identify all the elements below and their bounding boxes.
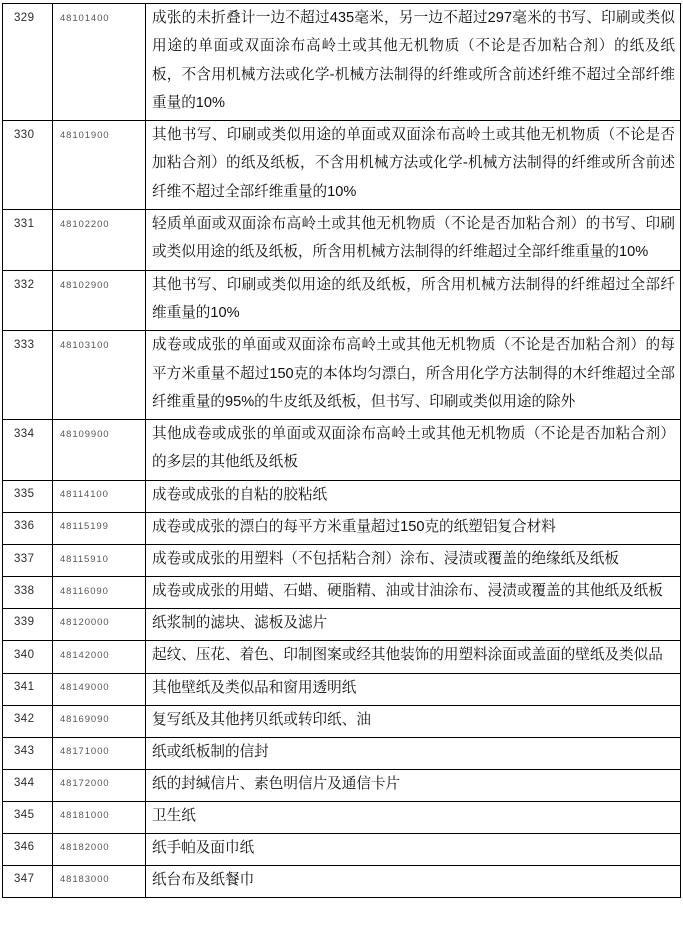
description-cell xyxy=(146,270,681,331)
description-cell xyxy=(146,737,681,769)
hs-code-value: 48101400 xyxy=(60,13,110,24)
description-value: 复写纸及其他拷贝纸或转印纸、油 xyxy=(152,711,371,728)
description-value: 其他书写、印刷或类似用途的单面或双面涂布高岭土或其他无机物质（不论是否加粘合剂）的纸及纸板，不含用机械方法或化学-机械方法制得的纤维或所含前述纤维不超过全部纤维重量的10% xyxy=(152,127,675,200)
row-index-value: 333 xyxy=(14,339,35,352)
row-index-cell xyxy=(3,420,53,481)
page-sheet xyxy=(0,3,683,942)
description-value: 起纹、压花、着色、印制图案或经其他装饰的用塑料涂面或盖面的壁纸及类似品 xyxy=(152,647,663,664)
hs-code-cell xyxy=(53,331,146,420)
hs-code-cell xyxy=(53,865,146,897)
description-cell xyxy=(146,512,681,544)
hs-code-value: 48120000 xyxy=(60,617,110,629)
hs-code-value: 48149000 xyxy=(60,681,110,693)
row-index-cell xyxy=(3,833,53,865)
description-value: 其他壁纸及类似品和窗用透明纸 xyxy=(152,679,357,696)
hs-code-cell xyxy=(53,270,146,331)
row-index-cell xyxy=(3,737,53,769)
description-cell xyxy=(146,609,681,641)
description-cell xyxy=(146,331,681,420)
description-cell xyxy=(146,4,681,121)
table-row[interactable] xyxy=(3,420,681,481)
row-index-cell xyxy=(3,270,53,331)
row-index-cell xyxy=(3,641,53,673)
description-value: 纸台布及纸餐巾 xyxy=(152,871,255,888)
hs-code-cell xyxy=(53,4,146,121)
table-row[interactable] xyxy=(3,4,681,121)
table-row[interactable] xyxy=(3,331,681,420)
table-row[interactable] xyxy=(3,705,681,737)
hs-code-value: 48103100 xyxy=(60,340,110,352)
row-index-value: 344 xyxy=(14,776,35,789)
hs-code-cell xyxy=(53,833,146,865)
row-index-cell xyxy=(3,673,53,705)
description-value: 纸浆制的滤块、滤板及滤片 xyxy=(152,615,328,632)
table-row[interactable] xyxy=(3,673,681,705)
hs-code-cell xyxy=(53,544,146,576)
description-cell xyxy=(146,833,681,865)
row-index-cell xyxy=(3,801,53,833)
row-index-value: 340 xyxy=(14,649,35,662)
row-index-value: 336 xyxy=(14,519,35,532)
row-index-value: 331 xyxy=(14,218,35,231)
description-cell xyxy=(146,480,681,512)
description-value: 纸手帕及面巾纸 xyxy=(152,839,255,856)
description-cell xyxy=(146,673,681,705)
table-row[interactable] xyxy=(3,609,681,641)
hs-code-value: 48114100 xyxy=(60,488,109,500)
row-index-value: 343 xyxy=(14,744,35,757)
hs-code-value: 48102200 xyxy=(60,219,110,231)
description-cell xyxy=(146,641,681,673)
row-index-value: 334 xyxy=(14,428,35,441)
hs-code-value: 48142000 xyxy=(60,650,110,662)
row-index-value: 341 xyxy=(14,680,35,693)
row-index-value: 337 xyxy=(14,552,35,565)
table-row[interactable] xyxy=(3,801,681,833)
hs-code-value: 48169090 xyxy=(60,713,110,725)
hs-code-cell xyxy=(53,210,146,271)
description-cell xyxy=(146,865,681,897)
hs-code-cell xyxy=(53,801,146,833)
description-cell xyxy=(146,210,681,271)
description-value: 纸的封缄信片、素色明信片及通信卡片 xyxy=(152,775,401,792)
hs-code-value: 48183000 xyxy=(60,873,110,885)
table-row[interactable] xyxy=(3,833,681,865)
description-cell xyxy=(146,705,681,737)
hs-code-value: 48116090 xyxy=(60,586,109,598)
row-index-cell xyxy=(3,577,53,609)
table-row[interactable] xyxy=(3,737,681,769)
hs-code-cell xyxy=(53,480,146,512)
row-index-value: 346 xyxy=(14,840,35,853)
row-index-cell xyxy=(3,4,53,121)
row-index-value: 330 xyxy=(14,129,35,142)
hs-code-cell xyxy=(53,737,146,769)
description-cell xyxy=(146,801,681,833)
description-value: 成卷或成张的用蜡、石蜡、硬脂精、油或甘油涂布、浸渍或覆盖的其他纸及纸板 xyxy=(152,583,663,600)
row-index-cell xyxy=(3,121,53,210)
hs-code-cell xyxy=(53,512,146,544)
hs-code-value: 48181000 xyxy=(60,809,110,821)
hs-code-value: 48115199 xyxy=(60,520,109,532)
description-cell xyxy=(146,544,681,576)
description-value: 卫生纸 xyxy=(152,807,196,824)
description-value: 其他成卷或成张的单面或双面涂布高岭土或其他无机物质（不论是否加粘合剂）的多层的其他纸及纸板 xyxy=(152,426,675,471)
hs-code-value: 48182000 xyxy=(60,841,110,853)
table-row[interactable] xyxy=(3,121,681,210)
hs-code-cell xyxy=(53,673,146,705)
hs-code-value: 48172000 xyxy=(60,777,110,789)
description-value: 成卷或成张的自粘的胶粘纸 xyxy=(152,486,328,503)
row-index-cell xyxy=(3,705,53,737)
description-cell xyxy=(146,420,681,481)
hs-code-value: 48102900 xyxy=(60,279,110,291)
table-row[interactable] xyxy=(3,641,681,673)
table-row[interactable] xyxy=(3,544,681,576)
hs-code-table xyxy=(2,3,681,898)
row-index-cell xyxy=(3,210,53,271)
row-index-cell xyxy=(3,769,53,801)
hs-code-value: 48109900 xyxy=(60,429,110,441)
row-index-cell xyxy=(3,480,53,512)
row-index-value: 342 xyxy=(14,712,35,725)
table-row[interactable] xyxy=(3,577,681,609)
table-row[interactable] xyxy=(3,769,681,801)
description-value: 其他书写、印刷或类似用途的纸及纸板，所含用机械方法制得的纤维超过全部纤维重量的10% xyxy=(152,276,675,321)
description-value: 成卷或成张的漂白的每平方米重量超过150克的纸塑铝复合材料 xyxy=(152,518,556,535)
description-value: 成卷或成张的单面或双面涂布高岭土或其他无机物质（不论是否加粘合剂）的每平方米重量不超过150克的本体均匀漂白，所含用化学方法制得的木纤维超过全部纤维重量的95%的牛皮纸及纸板，但书写、印刷或类似用途的除外 xyxy=(152,337,675,410)
row-index-value: 345 xyxy=(14,808,35,821)
row-index-cell xyxy=(3,609,53,641)
table-row[interactable] xyxy=(3,210,681,271)
row-index-cell xyxy=(3,544,53,576)
description-cell xyxy=(146,769,681,801)
row-index-value: 335 xyxy=(14,487,35,500)
description-value: 轻质单面或双面涂布高岭土或其他无机物质（不论是否加粘合剂）的书写、印刷或类似用途的纸及纸板，所含用机械方法制得的纤维超过全部纤维重量的10% xyxy=(152,216,675,261)
table-row[interactable] xyxy=(3,865,681,897)
description-value: 成卷或成张的用塑料（不包括粘合剂）涂布、浸渍或覆盖的绝缘纸及纸板 xyxy=(152,550,620,567)
description-value: 成张的未折叠计一边不超过435毫米，另一边不超过297毫米的书写、印刷或类似用途的单面或双面涂布高岭土或其他无机物质（不论是否加粘合剂）的纸及纸板，不含用机械方法或化学-机械方法制得的纤维或所含前述纤维不超过全部纤维重量的10% xyxy=(152,10,675,111)
hs-code-value: 48115910 xyxy=(60,553,109,565)
row-index-value: 347 xyxy=(14,872,35,885)
row-index-value: 339 xyxy=(14,616,35,629)
hs-code-cell xyxy=(53,577,146,609)
row-index-cell xyxy=(3,331,53,420)
row-index-cell xyxy=(3,512,53,544)
hs-code-cell xyxy=(53,705,146,737)
description-value: 纸或纸板制的信封 xyxy=(152,743,269,760)
description-cell xyxy=(146,121,681,210)
hs-code-cell xyxy=(53,121,146,210)
hs-code-cell xyxy=(53,609,146,641)
hs-code-value: 48171000 xyxy=(60,745,110,757)
row-index-cell xyxy=(3,865,53,897)
hs-code-cell xyxy=(53,641,146,673)
hs-code-cell xyxy=(53,769,146,801)
table-row[interactable] xyxy=(3,270,681,331)
row-index-value: 338 xyxy=(14,585,35,598)
row-index-value: 332 xyxy=(14,278,35,291)
description-cell xyxy=(146,577,681,609)
hs-code-value: 48101900 xyxy=(60,130,110,142)
row-index-value: 329 xyxy=(14,12,35,24)
table-row[interactable] xyxy=(3,512,681,544)
table-body xyxy=(3,4,681,898)
hs-code-cell xyxy=(53,420,146,481)
table-row[interactable] xyxy=(3,480,681,512)
